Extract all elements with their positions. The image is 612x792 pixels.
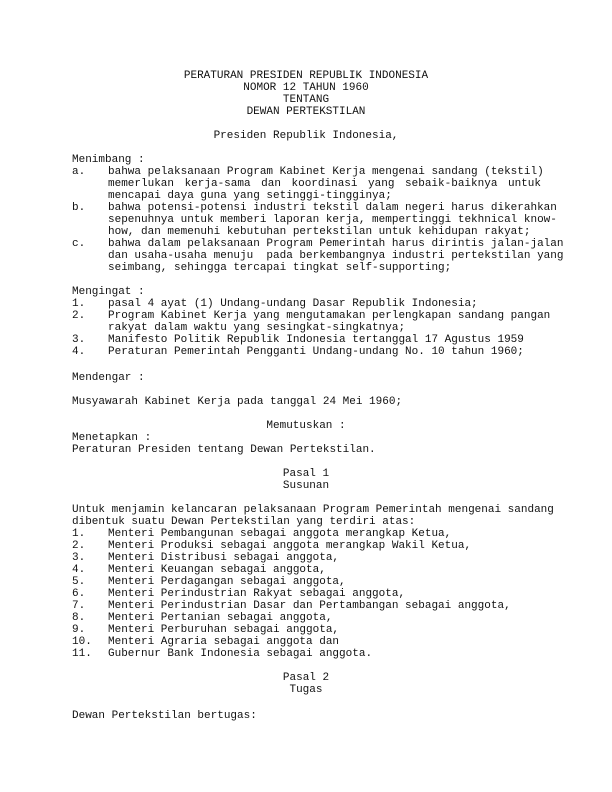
- pasal1-subtitle: Susunan: [282, 480, 330, 492]
- mendengar-label: Mendengar :: [72, 372, 145, 384]
- member-item: Menteri Perindustrian Rakyat sebagai anggota,: [108, 588, 406, 600]
- menimbang-marker-c: c.: [72, 238, 86, 250]
- memutuskan-label: Memutuskan :: [266, 420, 346, 432]
- pasal1-title: Pasal 1: [282, 468, 330, 480]
- menimbang-b-line2: sepenuhnya untuk memberi laporan kerja, mempertinggi tekhnical know-: [108, 214, 557, 226]
- mengingat-marker-1: 1.: [72, 298, 86, 310]
- menetapkan-text: Peraturan Presiden tentang Dewan Pertekstilan.: [72, 444, 376, 456]
- member-item: Menteri Perburuhan sebagai anggota,: [108, 624, 340, 636]
- mendengar-text: Musyawarah Kabinet Kerja pada tanggal 24 Mei 1960;: [72, 396, 403, 408]
- document-tentang: TENTANG: [282, 94, 330, 106]
- member-marker: 10.: [72, 636, 92, 648]
- member-item: Gubernur Bank Indonesia sebagai anggota.: [108, 648, 373, 660]
- mengingat-marker-3: 3.: [72, 334, 86, 346]
- member-marker: 6.: [72, 588, 86, 600]
- member-item: Menteri Distribusi sebagai anggota,: [108, 552, 340, 564]
- pasal2-subtitle: Tugas: [289, 684, 323, 696]
- member-item: Menteri Agraria sebagai anggota dan: [108, 636, 340, 648]
- member-marker: 2.: [72, 540, 86, 552]
- member-item: Menteri Produksi sebagai anggota merangkap Wakil Ketua,: [108, 540, 472, 552]
- mengingat-1-line1: pasal 4 ayat (1) Undang-undang Dasar Republik Indonesia;: [108, 298, 478, 310]
- menimbang-a-line2: memerlukan kerja-sama dan koordinasi yang sebaik-baiknya untuk: [108, 178, 541, 190]
- menimbang-c-line3: seimbang, sehingga tercapai tingkat self-supporting;: [108, 262, 452, 274]
- mengingat-2-line2: rakyat dalam waktu yang sesingkat-singkatnya;: [108, 322, 406, 334]
- member-item: Menteri Perdagangan sebagai anggota,: [108, 576, 346, 588]
- menimbang-a-line3: mencapai daya guna yang setinggi-tingginya;: [108, 190, 392, 202]
- mengingat-2-line1: Program Kabinet Kerja yang mengutamakan perlengkapan sandang pangan: [108, 310, 551, 322]
- mengingat-4-line1: Peraturan Pemerintah Pengganti Undang-undang No. 10 tahun 1960;: [108, 346, 524, 358]
- member-item: Menteri Keuangan sebagai anggota,: [108, 564, 326, 576]
- member-marker: 11.: [72, 648, 92, 660]
- president-heading: Presiden Republik Indonesia,: [213, 130, 399, 142]
- member-marker: 3.: [72, 552, 86, 564]
- member-item: Menteri Pembangunan sebagai anggota merangkap Ketua,: [108, 528, 452, 540]
- pasal1-intro-line1: Untuk menjamin kelancaran pelaksanaan Program Pemerintah mengenai sandang: [72, 504, 554, 516]
- pasal2-title: Pasal 2: [282, 672, 330, 684]
- member-marker: 8.: [72, 612, 86, 624]
- menimbang-marker-a: a.: [72, 166, 86, 178]
- menimbang-label: Menimbang :: [72, 154, 145, 166]
- member-marker: 9.: [72, 624, 86, 636]
- menetapkan-label: Menetapkan :: [72, 432, 152, 444]
- member-marker: 5.: [72, 576, 86, 588]
- member-marker: 4.: [72, 564, 86, 576]
- mengingat-label: Mengingat :: [72, 286, 145, 298]
- document-subject: DEWAN PERTEKSTILAN: [246, 106, 366, 118]
- menimbang-b-line3: how, dan memenuhi kebutuhan pertekstilan untuk kehidupan rakyat;: [108, 226, 531, 238]
- menimbang-b-line1: bahwa potensi-potensi industri tekstil dalam negeri harus dikerahkan: [108, 202, 557, 214]
- mengingat-3-line1: Manifesto Politik Republik Indonesia tertanggal 17 Agustus 1959: [108, 334, 524, 346]
- menimbang-marker-b: b.: [72, 202, 86, 214]
- member-item: Menteri Pertanian sebagai anggota,: [108, 612, 333, 624]
- pasal2-intro: Dewan Pertekstilan bertugas:: [72, 710, 257, 722]
- document-number: NOMOR 12 TAHUN 1960: [243, 82, 369, 94]
- mengingat-marker-2: 2.: [72, 310, 86, 322]
- pasal1-intro-line2: dibentuk suatu Dewan Pertekstilan yang terdiri atas:: [72, 516, 416, 528]
- document-title: PERATURAN PRESIDEN REPUBLIK INDONESIA: [183, 70, 429, 82]
- menimbang-c-line2: dan usaha-usaha menuju pada berkembangnya industri pertekstilan yang: [108, 250, 564, 262]
- member-item: Menteri Perindustrian Dasar dan Pertambangan sebagai anggota,: [108, 600, 511, 612]
- menimbang-c-line1: bahwa dalam pelaksanaan Program Pemerintah harus dirintis jalan-jalan: [108, 238, 564, 250]
- member-marker: 7.: [72, 600, 86, 612]
- menimbang-a-line1: bahwa pelaksanaan Program Kabinet Kerja mengenai sandang (tekstil): [108, 166, 544, 178]
- member-marker: 1.: [72, 528, 86, 540]
- mengingat-marker-4: 4.: [72, 346, 86, 358]
